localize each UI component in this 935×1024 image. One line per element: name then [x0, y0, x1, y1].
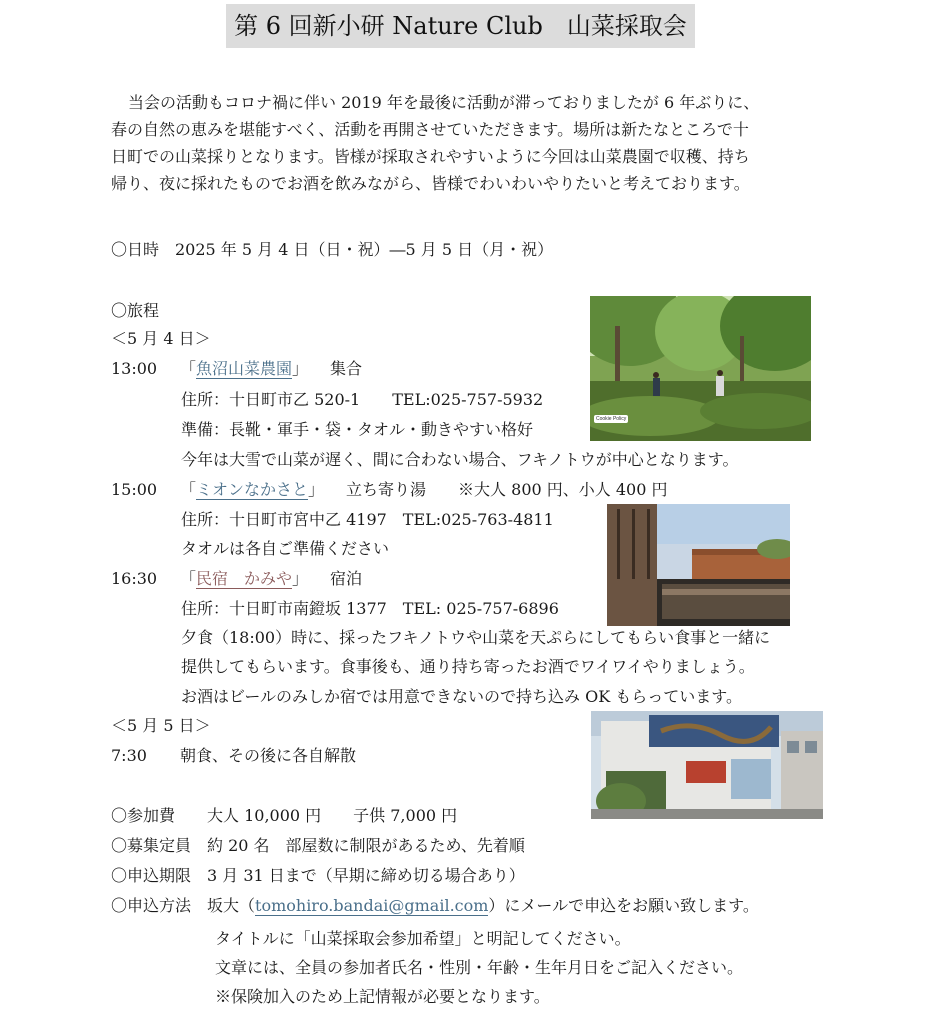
- s1-time: 13:00: [111, 359, 158, 378]
- intro-line-4: 帰り、夜に採れたものでお酒を飲みながら、皆様でわいわいやりたいと考えております。: [111, 174, 750, 193]
- minshuku-photo: [591, 711, 823, 819]
- farm-link[interactable]: 魚沼山菜農園: [196, 359, 293, 378]
- apply-line-2: タイトルに「山菜採取会参加希望」と明記してください。: [215, 929, 631, 948]
- s4-text: 朝食、その後に各自解散: [180, 746, 357, 765]
- intro-line-1: 当会の活動もコロナ禍に伴い 2019 年を最後に活動が滞っておりましたが 6 年ぶりに、: [128, 93, 760, 112]
- farm-photo: [590, 296, 811, 441]
- apply-line-3: 文章には、全員の参加者氏名・性別・年齢・生年月日をご記入ください。: [215, 958, 744, 977]
- intro-line-2: 春の自然の恵みを堪能すべく、活動を再開させていただきます。場所は新たなところで十: [111, 120, 749, 139]
- capacity-line: 〇募集定員 約 20 名 部屋数に制限があるため、先着順: [111, 836, 525, 855]
- apply-line: 〇申込方法 坂大（tomohiro.bandai@gmail.com）にメールで申込をお願い致します。: [111, 896, 759, 915]
- s1-title: 「魚沼山菜農園」 集合: [180, 359, 363, 378]
- itinerary-heading: 〇旅程: [111, 301, 160, 320]
- s3-note-2: 提供してもらいます。食事後も、通り持ち寄ったお酒でワイワイやりましょう。: [181, 657, 755, 676]
- email-link[interactable]: tomohiro.bandai@gmail.com: [255, 896, 489, 915]
- fee-line: 〇参加費 大人 10,000 円 子供 7,000 円: [111, 806, 458, 825]
- s2-title: 「ミオンなかさと」 立ち寄り湯 ※大人 800 円、小人 400 円: [180, 480, 668, 499]
- s3-note-1: 夕食（18:00）時に、採ったフキノトウや山菜を天ぷらにしてもらい食事と一緒に: [181, 628, 771, 647]
- s2-address: 住所：十日町市宮中乙 4197 TEL:025-763-4811: [181, 510, 554, 529]
- date-line: 〇日時 2025 年 5 月 4 日（日・祝）―5 月 5 日（月・祝）: [111, 240, 554, 259]
- s2-note: タオルは各自ご準備ください: [181, 539, 390, 558]
- s2-time: 15:00: [111, 480, 158, 499]
- s1-address: 住所：十日町市乙 520-1 TEL:025-757-5932: [181, 390, 544, 409]
- intro-line-3: 日町での山菜採りとなります。皆様が採取されやすいように今回は山菜農園で収穫、持ち: [111, 147, 750, 166]
- onsen-photo: [607, 504, 790, 626]
- deadline-line: 〇申込期限 3 月 31 日まで（早期に締め切る場合あり）: [111, 866, 525, 885]
- day2-label: ＜5 月 5 日＞: [111, 716, 211, 735]
- s1-note: 今年は大雪で山菜が遅く、間に合わない場合、フキノトウが中心となります。: [181, 450, 739, 469]
- s1-prep: 準備：長靴・軍手・袋・タオル・動きやすい格好: [181, 420, 534, 439]
- s3-note-3: お酒はビールのみしか宿では用意できないので持ち込み OK もらっています。: [181, 687, 743, 706]
- cookie-policy-badge: Cookie Policy: [596, 416, 627, 422]
- day1-label: ＜5 月 4 日＞: [111, 329, 211, 348]
- apply-line-4: ※保険加入のため上記情報が必要となります。: [215, 987, 550, 1006]
- s4-time: 7:30: [111, 746, 147, 765]
- s3-time: 16:30: [111, 569, 158, 588]
- s3-address: 住所：十日町市南鐙坂 1377 TEL: 025-757-6896: [181, 599, 559, 618]
- minshuku-link[interactable]: 民宿 かみや: [196, 569, 293, 588]
- page-title: 第 6 回新小研 Nature Club 山菜採取会: [226, 4, 695, 48]
- s3-title: 「民宿 かみや」 宿泊: [180, 569, 363, 588]
- onsen-link[interactable]: ミオンなかさと: [196, 480, 309, 499]
